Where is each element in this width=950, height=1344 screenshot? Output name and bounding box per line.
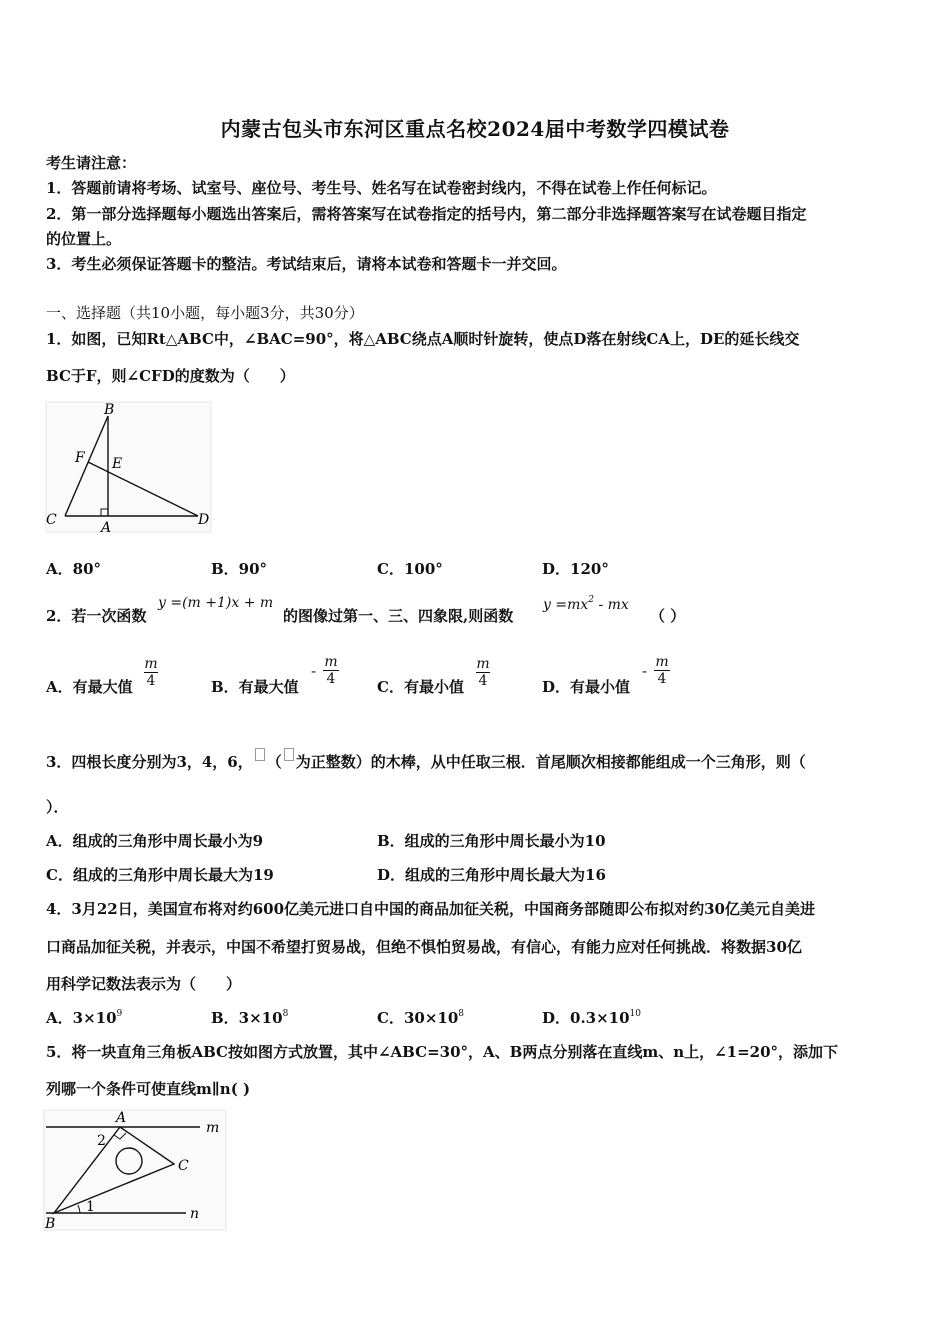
q2-option-d-sign: - [642,662,648,680]
q2-option-a-den: 4 [144,672,158,689]
q4-option-a [46,1007,122,1028]
q5-label-b: B [45,1216,56,1232]
q3-missing-glyph-icon-2 [284,748,294,761]
q5-label-1: 1 [86,1199,95,1215]
q2-func2-part-b: - mx [594,597,629,613]
q2-option-b-label: B．有最大值 [211,678,299,696]
q1-option-b: B．90° [211,560,268,578]
q1-label-d: D [198,512,210,528]
q1-stem-line2: BC于F，则∠CFD的度数为（ ） [46,367,295,385]
q3-option-c: C．组成的三角形中周长最大为19 [46,866,274,884]
q2-stem-post: （ ） [650,607,686,625]
q4-option-a-base: A．3×10 [46,1009,117,1027]
q2-function-quadratic [543,595,629,613]
q4-option-a-exp: 9 [116,1009,123,1019]
q2-option-d-fraction [654,654,670,687]
q4-option-c-exp: 8 [458,1009,464,1019]
q4-option-c-base: C．30×10 [377,1009,459,1027]
q2-option-c-label: C．有最小值 [377,678,464,696]
q3-stem-line2: ）． [46,798,69,816]
q2-option-d-num: m [655,654,669,670]
q2-option-c-num: m [476,656,490,672]
q5-label-m: m [206,1120,220,1136]
q4-option-d-exp: 10 [629,1009,641,1019]
section-heading: 一、选择题（共10小题，每小题3分，共30分） [46,304,364,322]
q5-stem-line2: 列哪一个条件可使直线m∥n( ) [46,1080,251,1098]
q2-option-b-sign: - [311,662,317,680]
q3-stem-pre: 3．四根长度分别为3，4，6， [46,753,253,771]
q4-option-b-exp: 8 [282,1009,289,1019]
q3-missing-glyph-icon [255,748,265,761]
q2-option-b-fraction [323,654,339,687]
q2-option-b-den: 4 [323,670,339,687]
q5-label-2: 2 [97,1133,106,1149]
q1-label-c: C [46,512,57,528]
q1-option-d: D．120° [542,560,609,578]
q4-stem-line3: 用科学记数法表示为（ ） [46,975,242,993]
q4-option-b-base: B．3×10 [211,1009,283,1027]
q1-option-a: A．80° [46,560,102,578]
q2-function-linear: y =(m +1)x + m [158,595,274,611]
q2-option-c-den: 4 [476,672,490,689]
q1-label-b: B [104,402,115,418]
q3-stem-mid1: （ [266,753,282,771]
q5-label-c: C [178,1158,189,1174]
q2-option-a-fraction [144,656,158,689]
notice-item-3: 3．考生必须保证答题卡的整洁。考试结束后，请将本试卷和答题卡一并交回。 [46,255,567,273]
q3-option-a: A．组成的三角形中周长最小为9 [46,832,264,850]
q5-figure [40,1106,230,1234]
q2-option-d-label: D．有最小值 [542,678,631,696]
q3-option-d: D．组成的三角形中周长最大为16 [377,866,606,884]
q4-option-b [211,1007,288,1028]
q1-option-c: C．100° [377,560,443,578]
notice-item-1: 1．答题前请将考场、试室号、座位号、考生号、姓名写在试卷密封线内，不得在试卷上作任何标记。 [46,179,717,197]
q1-label-f: F [75,450,85,466]
q1-label-e: E [112,456,123,472]
q2-option-c-fraction [476,656,490,689]
q2-stem-mid: 的图像过第一、三、四象限,则函数 [283,607,514,625]
q2-option-a-num: m [144,656,158,672]
q4-stem-line1: 4．3月22日，美国宣布将对约600亿美元进口自中国的商品加征关税，中国商务部随即公布拟对约30亿美元自美进 [46,900,815,918]
q2-option-b-num: m [324,654,338,670]
q4-stem-line2: 口商品加征关税，并表示，中国不希望打贸易战，但绝不惧怕贸易战，有信心，有能力应对任何挑战．将数据30亿 [46,938,802,956]
q5-label-n: n [190,1206,200,1222]
q1-figure [40,398,215,538]
q3-stem-line1 [46,748,806,772]
notice-item-2: 2．第一部分选择题每小题选出答案后，需将答案写在试卷指定的括号内，第二部分非选择题答案写在试卷题目指定 [46,205,807,223]
q2-stem-pre: 2．若一次函数 [46,607,147,625]
q5-label-a: A [116,1110,127,1126]
notice-heading: 考生请注意： [46,154,137,172]
q4-option-d-base: D．0.3×10 [542,1009,630,1027]
q1-stem-line1: 1．如图，已知Rt△ABC中，∠BAC=90°，将△ABC绕点A顺时针旋转，使点D落在射线CA上，DE的延长线交 [46,330,800,348]
q4-option-d [542,1007,641,1028]
notice-item-2-cont: 的位置上。 [46,230,122,248]
q2-option-d-den: 4 [654,670,670,687]
page-title: 内蒙古包头市东河区重点名校2024届中考数学四模试卷 [220,117,730,141]
q3-stem-mid2: 为正整数）的木棒，从中任取三根．首尾顺次相接都能组成一个三角形，则（ [295,753,806,771]
q1-label-a: A [101,520,112,536]
q1-figure-frame [46,402,211,532]
q4-option-c [377,1007,464,1028]
q2-option-a-label: A．有最大值 [46,678,133,696]
q3-option-b: B．组成的三角形中周长最小为10 [377,832,606,850]
q2-func2-part-a: y =mx [543,597,589,613]
q2-func2-exponent: 2 [588,595,594,605]
q5-stem-line1: 5．将一块直角三角板ABC按如图方式放置，其中∠ABC=30°，A、B两点分别落在直线m、n上，∠1=20°，添加下 [46,1043,839,1061]
